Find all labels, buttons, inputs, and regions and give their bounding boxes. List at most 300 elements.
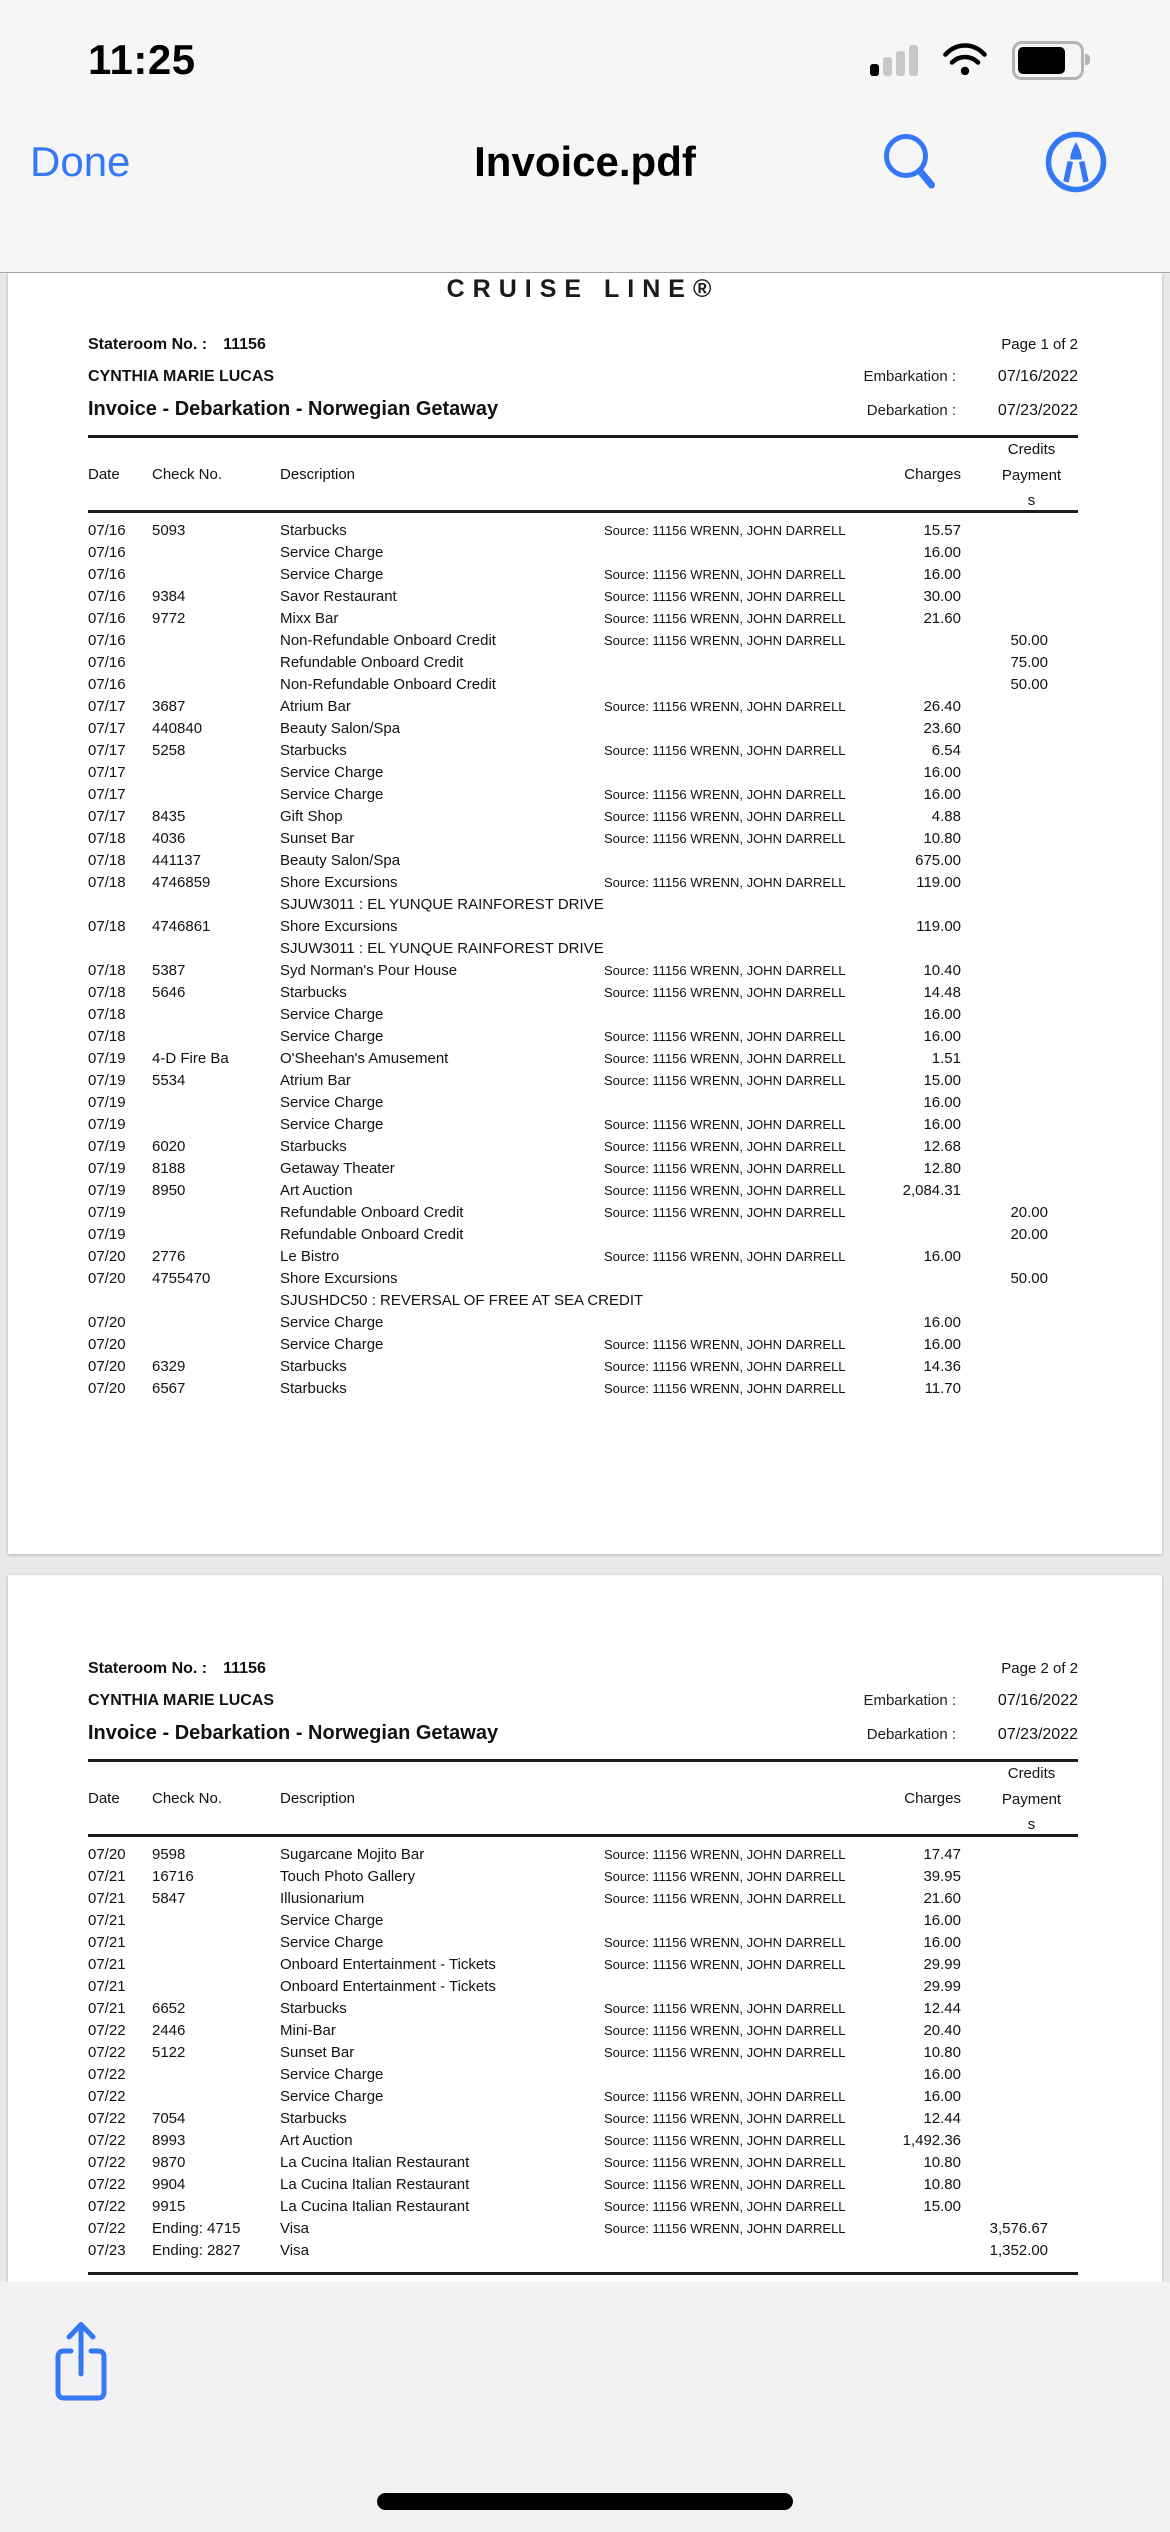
search-button[interactable] [882,131,936,193]
cell-charge: 10.80 [923,2044,961,2061]
table-row [88,652,1078,674]
cell-description: Service Charge [280,1028,384,1045]
cell-charge: 39.95 [923,1868,961,1885]
table-row [88,1356,1078,1378]
cell-source: Source: 11156 WRENN, JOHN DARRELL [604,2221,846,2236]
cell-charge: 20.40 [923,2022,961,2039]
table-row [88,1844,1078,1866]
stateroom-label: Stateroom No. : [88,336,208,353]
cell-description: Syd Norman's Pour House [280,962,458,979]
cell-charge: 16.00 [923,1934,961,1951]
charges-table-page1 [88,520,1078,1400]
cell-charge: 16.00 [923,544,961,561]
table-row [88,1976,1078,1998]
table-row [88,850,1078,872]
cell-charge: 16.00 [923,1912,961,1929]
cell-date: 07/22 [88,2220,126,2237]
cell-check-no: 440840 [152,720,203,737]
table-row [88,2086,1078,2108]
cell-check-no: Ending: 2827 [152,2242,241,2259]
table-row [88,1910,1078,1932]
table-row [88,630,1078,652]
cell-date: 07/17 [88,742,126,759]
cell-charge: 675.00 [915,852,961,869]
table-row [88,2196,1078,2218]
table-row [88,1070,1078,1092]
cell-check-no: 5093 [152,522,186,539]
table-row [88,696,1078,718]
table-row [88,1378,1078,1400]
wifi-icon [942,43,988,77]
cell-check-no: 5646 [152,984,186,1001]
cell-charge: 16.00 [923,764,961,781]
cell-charge: 11.70 [924,1380,961,1397]
table-row [88,718,1078,740]
cell-source: Source: 11156 WRENN, JOHN DARRELL [604,2177,846,2192]
cell-check-no: 4746861 [152,918,211,935]
cell-description: Visa [280,2242,309,2259]
cell-description: Refundable Onboard Credit [280,1226,464,1243]
share-button[interactable] [50,2316,112,2406]
cell-description: Mixx Bar [280,610,339,627]
page-number-label: Page 1 of 2 [1001,336,1078,353]
cell-source: Source: 11156 WRENN, JOHN DARRELL [604,1891,846,1906]
cell-date: 07/22 [88,2044,126,2061]
cell-description: Savor Restaurant [280,588,397,605]
document-header-page2 [88,1658,1078,1746]
cell-charge: 12.80 [923,1160,961,1177]
col-charges: Charges [904,465,961,483]
cell-date: 07/20 [88,1358,126,1375]
cell-date: 07/17 [88,808,126,825]
cell-date: 07/22 [88,2154,126,2171]
invoice-title: Invoice - Debarkation - Norwegian Getaway [88,1722,499,1744]
table-row [88,2064,1078,2086]
cell-description: Atrium Bar [280,1072,351,1089]
cell-charge: 15.57 [923,522,961,539]
cell-check-no: 8435 [152,808,186,825]
table-row [88,2020,1078,2042]
table-row [88,1202,1078,1224]
cell-description: Getaway Theater [280,1160,395,1177]
col-date: Date [88,465,120,483]
cell-date: 07/21 [88,1978,126,1995]
table-row [88,1998,1078,2020]
debarkation-date: 07/23/2022 [997,402,1078,419]
cell-source: Source: 11156 WRENN, JOHN DARRELL [604,1847,846,1862]
cell-source: Source: 11156 WRENN, JOHN DARRELL [604,2089,846,2104]
cell-date: 07/18 [88,830,126,847]
cell-source: Source: 11156 WRENN, JOHN DARRELL [604,1161,846,1176]
cell-source: Source: 11156 WRENN, JOHN DARRELL [604,633,846,648]
cell-credit: 20.00 [1010,1226,1048,1243]
cell-credit: 50.00 [1010,632,1048,649]
cell-check-no: 441137 [152,852,201,869]
cell-charge: 14.48 [923,984,961,1001]
cell-description: Non-Refundable Onboard Credit [280,676,496,693]
table-row [88,564,1078,586]
col-check-no: Check No. [152,465,223,483]
cell-description: Service Charge [280,786,384,803]
cell-description: Shore Excursions [280,874,398,891]
cell-date: 07/16 [88,654,126,671]
debarkation-label: Debarkation : [866,1726,956,1743]
table-row [88,520,1078,542]
cell-date: 07/22 [88,2198,126,2215]
cell-date: 07/22 [88,2022,126,2039]
cell-source: Source: 11156 WRENN, JOHN DARRELL [604,1205,846,1220]
table-row [88,1888,1078,1910]
cell-description: Service Charge [280,1314,384,1331]
cell-description: Service Charge [280,764,384,781]
table-row [88,1158,1078,1180]
cell-description: Art Auction [280,2132,353,2149]
cell-description: Onboard Entertainment - Tickets [280,1956,496,1973]
cell-charge: 10.80 [923,2154,961,2171]
cell-check-no: 2776 [152,1248,186,1265]
cell-charge: 16.00 [923,1336,961,1353]
cell-credit: 20.00 [1010,1204,1048,1221]
cell-date: 07/18 [88,852,126,869]
cell-date: 07/21 [88,1934,126,1951]
cell-date: 07/22 [88,2110,126,2127]
cell-source: Source: 11156 WRENN, JOHN DARRELL [604,875,846,890]
table-row [88,894,1078,916]
cell-date: 07/21 [88,1890,126,1907]
pdf-scroll-area[interactable] [0,273,1170,2282]
cell-description: Refundable Onboard Credit [280,1204,464,1221]
cell-check-no: 9598 [152,1846,186,1863]
done-button[interactable]: Done [30,138,131,185]
battery-icon [1012,41,1084,80]
cell-source: Source: 11156 WRENN, JOHN DARRELL [604,523,846,538]
cell-description: Sugarcane Mojito Bar [280,1846,425,1863]
table-row [88,1246,1078,1268]
top-chrome [0,0,1170,273]
cell-date: 07/17 [88,720,126,737]
table-row [88,1932,1078,1954]
search-icon [882,131,936,193]
cell-credit: 50.00 [1010,676,1048,693]
cell-description: SJUSHDC50 : REVERSAL OF FREE AT SEA CREDIT [280,1292,644,1309]
table-row [88,1004,1078,1026]
cell-source: Source: 11156 WRENN, JOHN DARRELL [604,809,846,824]
table-row [88,1026,1078,1048]
cell-check-no: 8188 [152,1160,186,1177]
table-row [88,1866,1078,1888]
cell-charge: 119.00 [916,874,961,891]
cell-date: 07/20 [88,1314,126,1331]
cell-source: Source: 11156 WRENN, JOHN DARRELL [604,2001,846,2016]
page-number-label: Page 2 of 2 [1001,1660,1078,1677]
cell-description: Sunset Bar [280,830,355,847]
table-header [88,1762,1078,1834]
cell-date: 07/20 [88,1336,126,1353]
cell-description: Service Charge [280,1934,384,1951]
cell-description: Shore Excursions [280,918,398,935]
cell-source: Source: 11156 WRENN, JOHN DARRELL [604,1073,846,1088]
cell-description: Starbucks [280,1358,347,1375]
cellular-signal-icon [870,44,918,76]
table-row [88,1268,1078,1290]
cell-source: Source: 11156 WRENN, JOHN DARRELL [604,2111,846,2126]
cell-date: 07/18 [88,1028,126,1045]
cell-check-no: 6567 [152,1380,186,1397]
table-row [88,916,1078,938]
cell-date: 07/22 [88,2066,126,2083]
cell-date: 07/21 [88,1956,126,1973]
share-icon [50,2316,112,2406]
document-header-page1 [88,334,1078,422]
cruise-line-logo: CRUISE LINE® [446,275,720,303]
cell-charge: 16.00 [923,1028,961,1045]
markup-icon [1044,130,1108,194]
table-row [88,2240,1078,2262]
cell-charge: 12.44 [923,2000,961,2017]
stateroom-number: 11156 [223,1660,266,1677]
cell-charge: 16.00 [923,1314,961,1331]
cell-check-no: 5847 [152,1890,186,1907]
pdf-page-2 [8,1575,1162,2282]
cell-source: Source: 11156 WRENN, JOHN DARRELL [604,1359,846,1374]
table-row [88,2042,1078,2064]
cell-date: 07/16 [88,522,126,539]
cell-date: 07/19 [88,1138,126,1155]
table-row [88,982,1078,1004]
table-row [88,608,1078,630]
cell-description: SJUW3011 : EL YUNQUE RAINFOREST DRIVE [280,940,604,957]
cell-description: Sunset Bar [280,2044,355,2061]
cell-description: Starbucks [280,522,347,539]
cell-check-no: 5387 [152,962,186,979]
table-row [88,1136,1078,1158]
cell-check-no: 5258 [152,742,186,759]
cell-date: 07/19 [88,1050,126,1067]
cell-source: Source: 11156 WRENN, JOHN DARRELL [604,1029,846,1044]
embarkation-label: Embarkation : [863,368,956,385]
cell-description: Atrium Bar [280,698,351,715]
table-row [88,2108,1078,2130]
cell-charge: 17.47 [923,1846,961,1863]
cell-source: Source: 11156 WRENN, JOHN DARRELL [604,2133,846,2148]
table-row [88,740,1078,762]
cell-date: 07/22 [88,2176,126,2193]
cell-date: 07/19 [88,1204,126,1221]
cell-check-no: 6020 [152,1138,186,1155]
cell-date: 07/18 [88,984,126,1001]
cell-charge: 14.36 [923,1358,961,1375]
cell-charge: 12.44 [923,2110,961,2127]
cell-check-no: 9870 [152,2154,186,2171]
cell-date: 07/20 [88,1846,126,1863]
guest-name: CYNTHIA MARIE LUCAS [88,1692,275,1709]
cell-check-no: 6652 [152,2000,186,2017]
cell-charge: 119.00 [916,918,961,935]
cell-charge: 10.80 [923,2176,961,2193]
cell-date: 07/21 [88,1868,126,1885]
cell-charge: 21.60 [923,610,961,627]
cell-source: Source: 11156 WRENN, JOHN DARRELL [604,2023,846,2038]
cell-source: Source: 11156 WRENN, JOHN DARRELL [604,1117,846,1132]
cell-source: Source: 11156 WRENN, JOHN DARRELL [604,963,846,978]
cell-date: 07/22 [88,2088,126,2105]
cell-description: Non-Refundable Onboard Credit [280,632,496,649]
home-indicator[interactable] [377,2493,793,2510]
cell-charge: 10.80 [923,830,961,847]
table-row [88,1048,1078,1070]
header-rule [88,510,1078,513]
col-description: Description [280,465,356,483]
table-row [88,872,1078,894]
cell-date: 07/19 [88,1160,126,1177]
cell-description: Beauty Salon/Spa [280,720,401,737]
table-row [88,2218,1078,2240]
cell-source: Source: 11156 WRENN, JOHN DARRELL [604,611,846,626]
cell-description: Service Charge [280,1094,384,1111]
cell-check-no: 3687 [152,698,186,715]
cell-description: Touch Photo Gallery [280,1868,416,1885]
table-row [88,586,1078,608]
cell-description: Art Auction [280,1182,353,1199]
cell-source: Source: 11156 WRENN, JOHN DARRELL [604,1337,846,1352]
table-row [88,828,1078,850]
cell-description: Service Charge [280,1336,384,1353]
cell-source: Source: 11156 WRENN, JOHN DARRELL [604,1249,846,1264]
cell-description: O'Sheehan's Amusement [280,1050,449,1067]
cell-description: Le Bistro [280,1248,340,1265]
cell-description: La Cucina Italian Restaurant [280,2176,470,2193]
cell-charge: 16.00 [923,1248,961,1265]
cell-description: Service Charge [280,1006,384,1023]
table-row [88,1224,1078,1246]
cell-description: Mini-Bar [280,2022,336,2039]
cell-source: Source: 11156 WRENN, JOHN DARRELL [604,831,846,846]
cell-description: Service Charge [280,544,384,561]
cell-source: Source: 11156 WRENN, JOHN DARRELL [604,567,846,582]
cell-description: Illusionarium [280,1890,365,1907]
cell-date: 07/23 [88,2242,126,2259]
cell-check-no: 6329 [152,1358,186,1375]
cell-charge: 16.00 [923,2088,961,2105]
document-title: Invoice.pdf [474,138,696,185]
cell-description: Service Charge [280,1912,384,1929]
cell-charge: 16.00 [923,786,961,803]
cell-source: Source: 11156 WRENN, JOHN DARRELL [604,1139,846,1154]
cell-description: Starbucks [280,1380,347,1397]
col-check-no: Check No. [152,1789,223,1807]
table-row [88,784,1078,806]
embarkation-date: 07/16/2022 [997,368,1078,385]
cell-source: Source: 11156 WRENN, JOHN DARRELL [604,1957,846,1972]
cell-date: 07/20 [88,1248,126,1265]
cell-charge: 1.51 [931,1050,961,1067]
cell-charge: 29.99 [923,1978,961,1995]
col-credits-payments: Credits Payment s [1001,441,1062,509]
cell-date: 07/21 [88,2000,126,2017]
cell-charge: 16.00 [923,1094,961,1111]
cell-source: Source: 11156 WRENN, JOHN DARRELL [604,985,846,1000]
cell-charge: 21.60 [923,1890,961,1907]
table-row [88,1312,1078,1334]
header-rule [88,1834,1078,1837]
table-row [88,1114,1078,1136]
cell-source: Source: 11156 WRENN, JOHN DARRELL [604,787,846,802]
cell-description: La Cucina Italian Restaurant [280,2198,470,2215]
cell-date: 07/19 [88,1182,126,1199]
cell-charge: 29.99 [923,1956,961,1973]
cell-check-no: 9772 [152,610,186,627]
charges-table-page2 [88,1844,1078,2262]
cell-description: La Cucina Italian Restaurant [280,2154,470,2171]
cell-charge: 4.88 [931,808,961,825]
table-row [88,2174,1078,2196]
cell-date: 07/16 [88,610,126,627]
cell-charge: 23.60 [923,720,961,737]
cell-charge: 12.68 [923,1138,961,1155]
debarkation-label: Debarkation : [866,402,956,419]
cell-date: 07/19 [88,1226,126,1243]
cell-charge: 26.40 [923,698,961,715]
status-icons [870,41,1084,80]
cell-description: Service Charge [280,2066,384,2083]
cell-check-no: 9915 [152,2198,186,2215]
col-charges: Charges [904,1789,961,1807]
cell-description: Starbucks [280,2000,347,2017]
stateroom-label: Stateroom No. : [88,1660,208,1677]
cell-source: Source: 11156 WRENN, JOHN DARRELL [604,1869,846,1884]
cell-check-no: 7054 [152,2110,186,2127]
markup-button[interactable] [1044,130,1108,194]
stateroom-number: 11156 [223,336,266,353]
cell-date: 07/18 [88,918,126,935]
cell-charge: 16.00 [923,2066,961,2083]
cell-charge: 10.40 [923,962,961,979]
cell-source: Source: 11156 WRENN, JOHN DARRELL [604,1381,846,1396]
cell-charge: 30.00 [923,588,961,605]
cell-check-no: 8993 [152,2132,186,2149]
cell-check-no: Ending: 4715 [152,2220,241,2237]
table-row [88,806,1078,828]
cell-date: 07/22 [88,2132,126,2149]
cell-date: 07/21 [88,1912,126,1929]
debarkation-date: 07/23/2022 [997,1726,1078,1743]
table-row [88,674,1078,696]
cell-date: 07/19 [88,1116,126,1133]
cell-credit: 1,352.00 [989,2242,1048,2259]
cell-credit: 75.00 [1010,654,1048,671]
status-time: 11:25 [88,36,196,83]
cell-date: 07/17 [88,698,126,715]
cell-charge: 15.00 [923,1072,961,1089]
table-row [88,1180,1078,1202]
cell-check-no: 8950 [152,1182,186,1199]
table-row [88,1290,1078,1312]
col-description: Description [280,1789,356,1807]
cell-date: 07/18 [88,874,126,891]
table-row [88,938,1078,960]
table-row [88,2152,1078,2174]
cell-description: Gift Shop [280,808,343,825]
cell-date: 07/16 [88,588,126,605]
invoice-title: Invoice - Debarkation - Norwegian Getaway [88,398,499,420]
cell-description: SJUW3011 : EL YUNQUE RAINFOREST DRIVE [280,896,604,913]
table-row [88,1092,1078,1114]
cell-date: 07/20 [88,1270,126,1287]
cell-source: Source: 11156 WRENN, JOHN DARRELL [604,589,846,604]
cell-source: Source: 11156 WRENN, JOHN DARRELL [604,2045,846,2060]
cell-date: 07/19 [88,1094,126,1111]
cell-check-no: 4746859 [152,874,211,891]
